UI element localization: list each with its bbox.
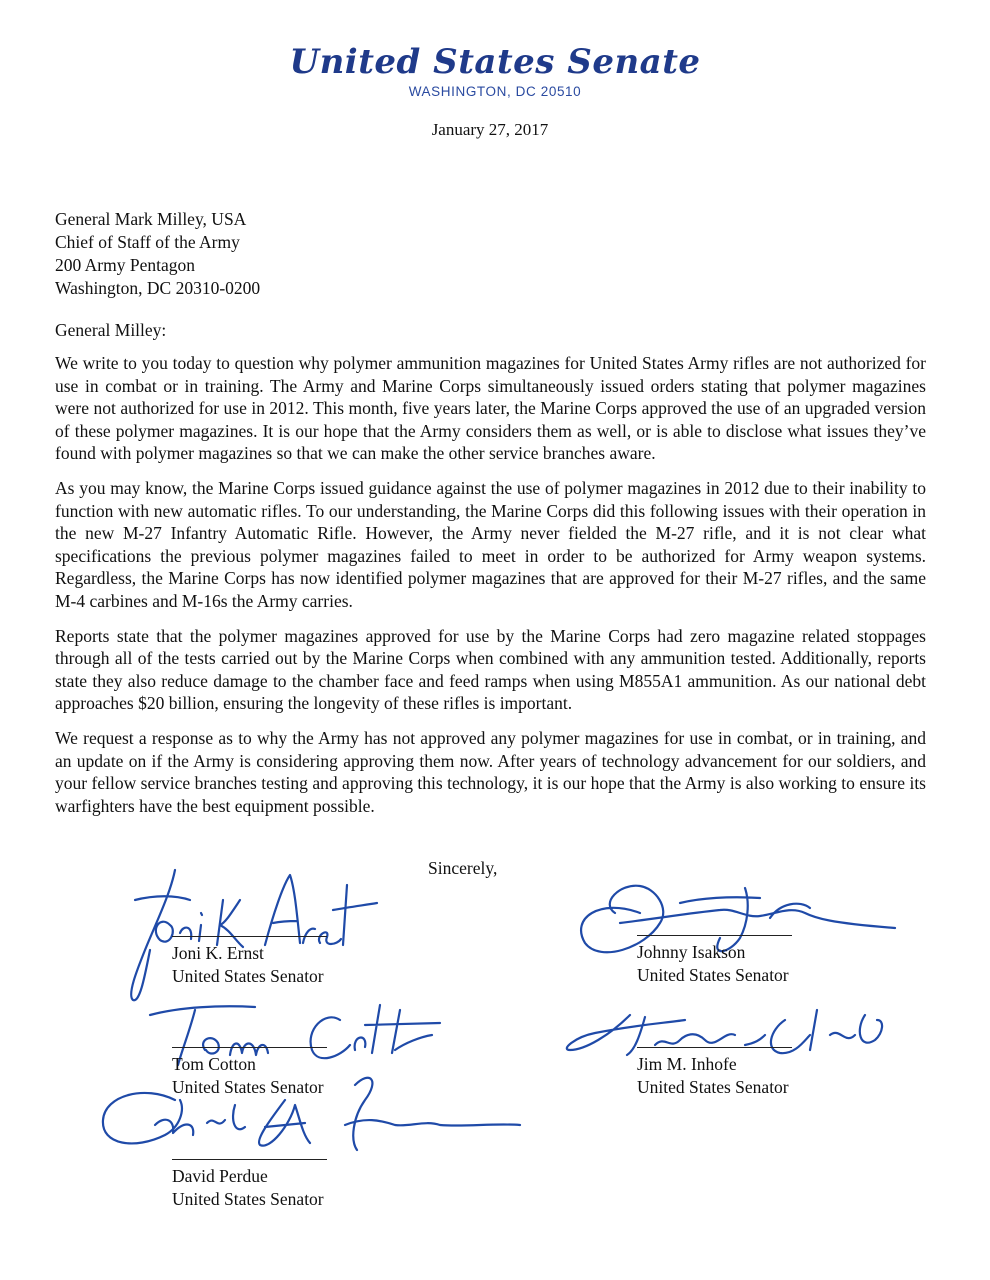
recipient-line-4: Washington, DC 20310-0200 (55, 278, 261, 298)
salutation: General Milley: (55, 320, 167, 340)
signature-block-cotton (172, 1053, 324, 1098)
letterhead-title: United States Senate (289, 42, 701, 82)
letter-date: January 27, 2017 (431, 120, 549, 139)
paragraph-2: As you may know, the Marine Corps issued guidance against the use of polymer magazines in 2012 due to their inability to function with new automatic rifles. To our understanding, the Marine Corps did this following issues with their operation in the new M-27 Infantry Automatic Rifle. However, the Army never fielded the M-27 rifle, and it is not clear what specifications the previous polymer magazines failed to meet in order to be authorized for Army weapon systems. Regardless, the Marine Corps has now identified polymer magazines that are approved for their M-27 rifles, and the same M-4 carbines and M-16s the Army carries. (55, 477, 926, 611)
recipient-line-3: 200 Army Pentagon (55, 255, 195, 275)
signature-block-ernst (172, 942, 324, 987)
signature-block-isakson (637, 941, 789, 986)
recipient-address (55, 208, 260, 300)
signatory-name: Johnny Isakson (637, 942, 746, 962)
paragraph-4: We request a response as to why the Army has not approved any polymer magazines for use in combat, or in training, and an update on if the Army is considering approving them now. After years of technology advancement for our soldiers, and your fellow service branches testing and approving this technology, it is our hope that the Army is also working to ensure its warfighters have the best equipment possible. (55, 727, 926, 816)
signatory-title: United States Senator (637, 1076, 789, 1097)
signatory-title: United States Senator (637, 964, 789, 985)
signature-line (637, 1047, 792, 1048)
signature-block-perdue (172, 1165, 324, 1210)
recipient-line-2: Chief of Staff of the Army (55, 232, 240, 252)
letterhead (0, 42, 990, 99)
paragraph-1: We write to you today to question why polymer ammunition magazines for United States Army rifles are not authorized for use in combat or in training. The Army and Marine Corps simultaneously issued orders stating that polymer magazines were not authorized for use in 2012. This month, five years later, the Marine Corps approved the use of an upgraded version of these polymer magazines. It is our hope that the Army considers them as well, or is able to disclose what issues they’ve found with polymer magazines so that we can make the other service branches aware. (55, 353, 926, 464)
signatory-name: Tom Cotton (172, 1054, 256, 1074)
letterhead-subtitle: WASHINGTON, DC 20510 (408, 84, 582, 99)
signatory-title: United States Senator (172, 1188, 324, 1209)
signatory-title: United States Senator (172, 965, 324, 986)
signature-line (172, 1159, 327, 1160)
signature-line (172, 936, 327, 937)
signatory-name: Joni K. Ernst (172, 943, 264, 963)
signatory-title: United States Senator (172, 1076, 324, 1097)
signature-line (637, 935, 792, 936)
signature-line (172, 1047, 327, 1048)
signatory-name: Jim M. Inhofe (637, 1054, 737, 1074)
signature-block-inhofe (637, 1053, 789, 1098)
closing: Sincerely, (428, 858, 498, 878)
recipient-line-1: General Mark Milley, USA (55, 209, 247, 229)
letter-body (55, 352, 926, 829)
paragraph-3: Reports state that the polymer magazines approved for use by the Marine Corps had zero magazine related stoppages through all of the tests carried out by the Marine Corps when combined with any ammunition tested. Additionally, reports state they also reduce damage to the chamber face and feed ramps when using M855A1 ammunition. As our national debt approaches $20 billion, ensuring the longevity of these rifles is important. (55, 625, 926, 714)
signatory-name: David Perdue (172, 1166, 268, 1186)
